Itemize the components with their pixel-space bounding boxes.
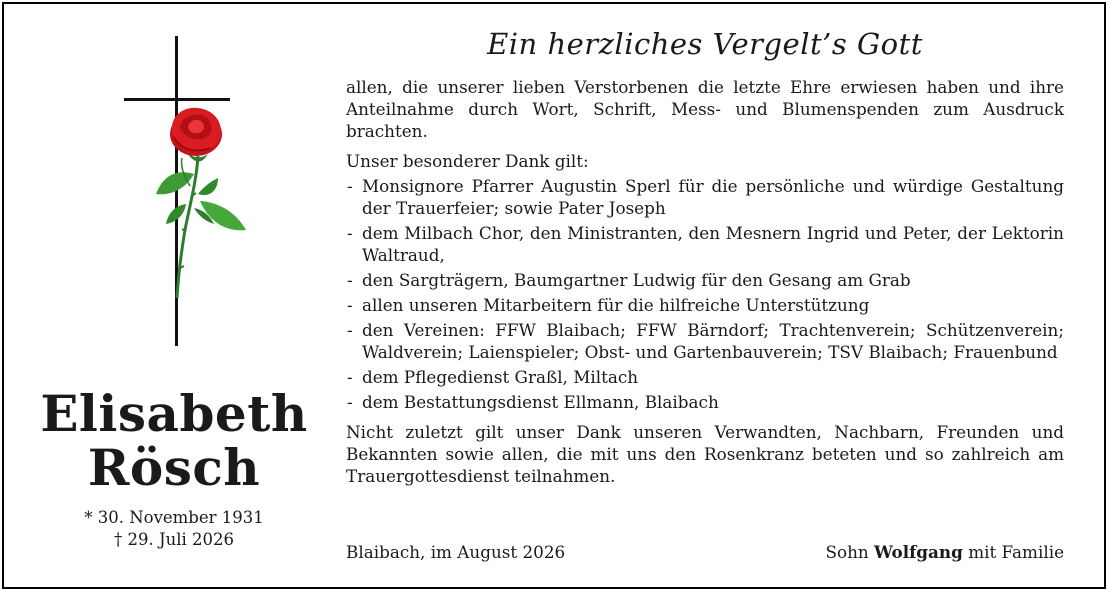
- list-item: - dem Milbach Chor, den Ministranten, den Mesnern Ingrid und Peter, der Lektorin Waltraud,: [346, 222, 1064, 266]
- list-item: - den Vereinen: FFW Blaibach; FFW Bärndorf; Trachtenverein; Schützenverein; Waldverein; Laienspieler; Obst- und Gartenbauverein; TSV Blaibach; Frauenbund: [346, 319, 1064, 363]
- cross-with-red-rose-icon: [114, 36, 254, 351]
- message-body: [346, 76, 1064, 487]
- list-item: - dem Bestattungsdienst Ellmann, Blaibach: [346, 391, 1064, 413]
- thanks-list: [346, 175, 1064, 413]
- closing-paragraph: Nicht zuletzt gilt unser Dank unseren Verwandten, Nachbarn, Freunden und Bekannten sowie allen, die mit uns den Rosenkranz beteten und so zahlreich am Trauergottesdienst teilnahmen.: [346, 422, 1064, 486]
- signature-name: Wolfgang: [874, 542, 963, 562]
- left-panel: [4, 4, 344, 587]
- deceased-last-name: Rösch: [87, 438, 261, 497]
- list-item: - dem Pflegedienst Graßl, Miltach: [346, 366, 1064, 388]
- right-panel: [346, 4, 1064, 587]
- birth-date: * 30. November 1931: [84, 508, 264, 527]
- list-item: - den Sargträgern, Baumgartner Ludwig für den Gesang am Grab: [346, 269, 1064, 291]
- obituary-card: [2, 2, 1106, 589]
- intro-paragraph: allen, die unserer lieben Verstorbenen die letzte Ehre erwiesen haben und ihre Anteilnahme durch Wort, Schrift, Mess- und Blumenspenden zum Ausdruck brachten.: [346, 77, 1064, 141]
- place-date: Blaibach, im August 2026: [346, 542, 566, 562]
- death-date: † 29. Juli 2026: [113, 530, 234, 549]
- signature: [825, 541, 1064, 563]
- headline: Ein herzliches Vergelt’s Gott: [487, 27, 923, 61]
- signature-prefix: Sohn: [825, 542, 869, 562]
- list-item: - Monsignore Pfarrer Augustin Sperl für die persönliche und würdige Gestaltung der Trauerfeier; sowie Pater Joseph: [346, 175, 1064, 219]
- list-item: - allen unseren Mitarbeitern für die hilfreiche Unterstützung: [346, 294, 1064, 316]
- signature-suffix: mit Familie: [968, 542, 1064, 562]
- deceased-first-name: Elisabeth: [40, 384, 308, 443]
- thanks-heading: Unser besonderer Dank gilt:: [346, 151, 589, 171]
